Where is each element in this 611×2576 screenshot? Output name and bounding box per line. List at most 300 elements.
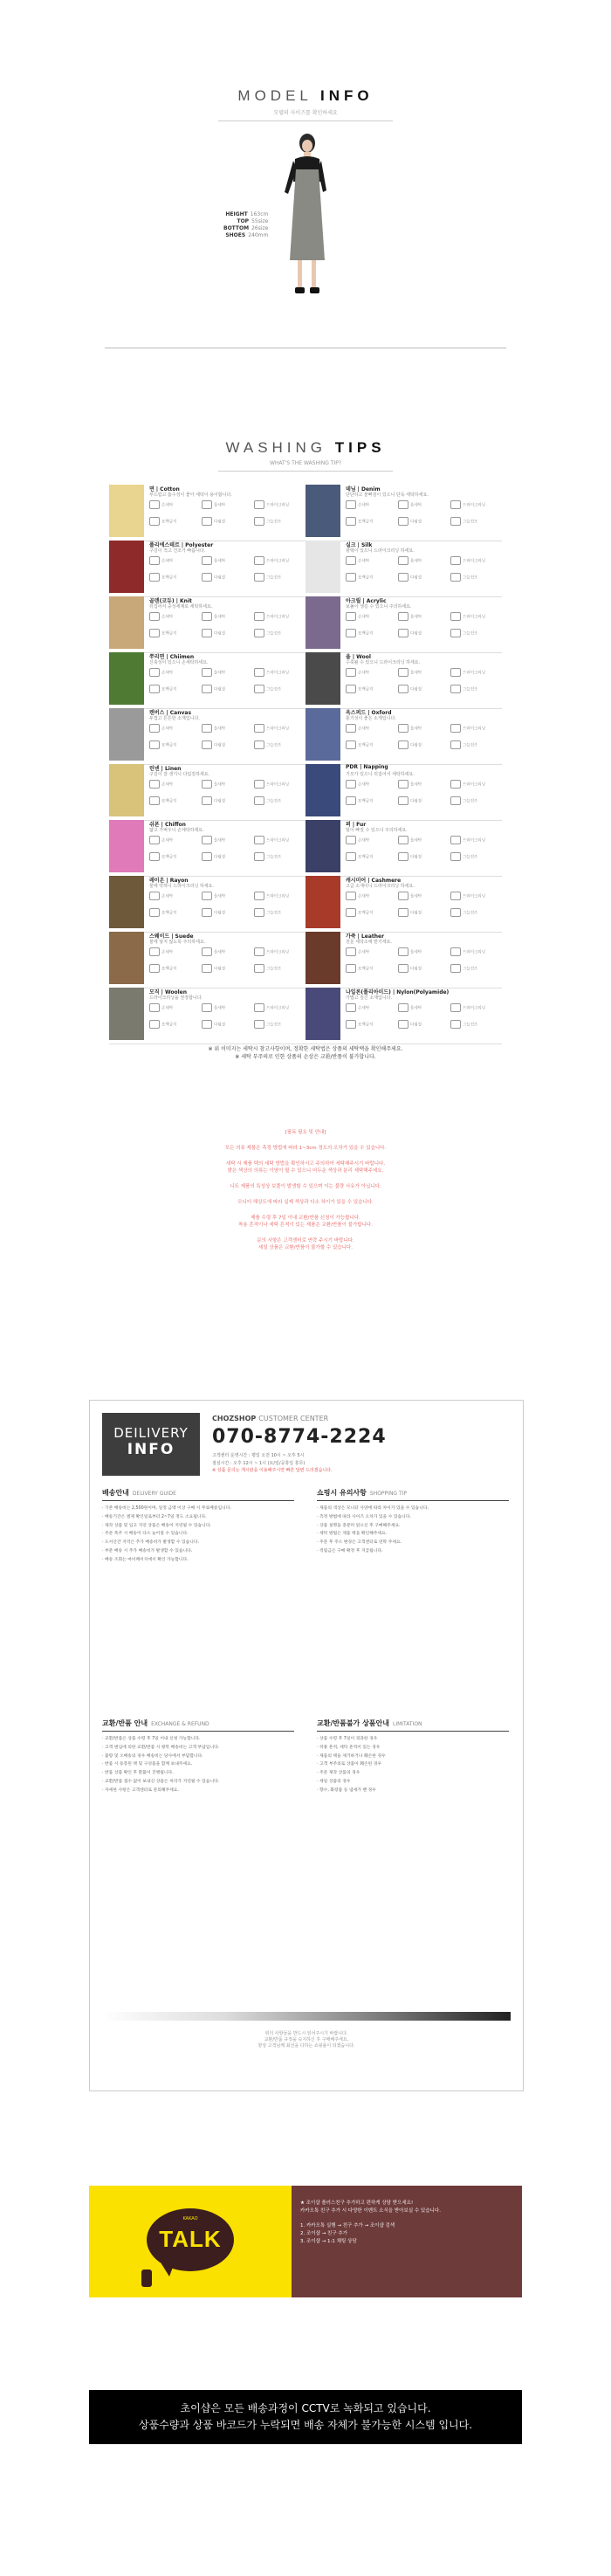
fabric-description: 단단하고 물빠짐이 있으니 단독 세탁하세요.	[346, 492, 429, 498]
wash-symbol-icon: 드라이크리닝	[254, 836, 306, 846]
model-photo	[271, 129, 340, 304]
fabric-item	[306, 988, 502, 1045]
wash-symbols	[149, 947, 306, 981]
fabric-name: 면 | Cotton	[149, 486, 180, 492]
wash-symbol-icon: 그늘건조	[450, 573, 503, 583]
model-stat-row: BOTTOM 26size	[223, 225, 269, 231]
wash-symbol-icon: 울세탁	[398, 612, 450, 623]
wash-symbol-icon: 다림질	[398, 573, 450, 583]
delivery-badge-line2: INFO	[127, 1441, 175, 1458]
cs-hours: 고객센터 운영시간 : 평일 오전 10시 ~ 오후 5시	[212, 1453, 305, 1458]
limitation-list	[317, 1736, 511, 1796]
wash-symbol-icon: 울세탁	[202, 668, 254, 678]
wash-symbols	[346, 892, 503, 925]
wash-symbols	[149, 780, 306, 813]
wash-symbol-icon: 울세탁	[398, 668, 450, 678]
notice-line: 세탁 시 제품 택의 세탁 방법을 확인하시고 주의하여 세탁해주시기 바랍니다.	[225, 1161, 386, 1167]
wash-symbol-icon: 드라이크리닝	[450, 668, 503, 678]
wash-symbol-icon: 울세탁	[202, 500, 254, 511]
fabric-swatch	[109, 708, 144, 761]
fabric-description: 두껍고 튼튼한 소재입니다.	[149, 716, 200, 721]
cs-notice: ※ 상품 문의는 게시판을 이용해주시면 빠른 답변 드리겠습니다.	[212, 1468, 333, 1473]
divider	[102, 1500, 294, 1501]
kakao-line	[300, 2215, 441, 2222]
wash-symbol-icon: 드라이크리닝	[450, 612, 503, 623]
wash-symbol-icon: 그늘건조	[254, 1020, 306, 1030]
fabric-name: 폴리에스테르 | Polyester	[149, 542, 214, 548]
list-item: · 도서산간 지역은 추가 배송비가 발생할 수 있습니다.	[102, 1540, 200, 1546]
wash-symbol-icon: 다림질	[202, 1020, 254, 1030]
wash-symbol-icon: 다림질	[398, 796, 450, 807]
fabric-swatch	[109, 988, 144, 1040]
wash-symbol-icon: 표백금지	[149, 740, 202, 751]
kakao-line: 3. 조이샵 → 1:1 채팅 상담	[300, 2239, 357, 2244]
wash-symbol-icon: 드라이크리닝	[450, 500, 503, 511]
fabric-swatch	[306, 485, 340, 537]
wash-symbol-icon: 드라이크리닝	[450, 556, 503, 567]
wash-symbol-icon: 표백금지	[346, 517, 398, 527]
phone-icon	[141, 2269, 152, 2287]
wash-symbol-icon: 표백금지	[346, 685, 398, 695]
model-stat-row: HEIGHT 163cm	[225, 211, 269, 217]
wash-symbol-icon: 다림질	[398, 908, 450, 919]
notice-block	[0, 1129, 611, 1251]
wash-symbol-icon: 울세탁	[202, 1003, 254, 1014]
fabric-swatch	[306, 652, 340, 705]
wash-symbols	[346, 1003, 503, 1037]
wash-symbol-icon: 표백금지	[346, 964, 398, 975]
notice-line: 니트 제품의 특성상 보풀이 발생할 수 있으며 이는 불량 사유가 아닙니다.	[230, 1184, 381, 1189]
fabric-description: 기모가 있으니 뒤집어서 세탁하세요.	[346, 772, 415, 777]
wash-symbol-icon: 그늘건조	[254, 629, 306, 639]
wash-symbols	[346, 836, 503, 869]
divider	[102, 1731, 294, 1732]
wash-symbols	[346, 724, 503, 757]
list-item: · 반품 시 동봉된 택 및 구성품을 함께 보내주세요.	[102, 1762, 193, 1767]
washing-tips-title	[0, 439, 611, 457]
divider	[218, 471, 393, 472]
fabric-item	[306, 932, 502, 989]
wash-symbol-icon: 손세탁	[149, 668, 202, 678]
list-item: · 상품 수령 후 7일이 경과한 경우	[317, 1737, 378, 1741]
model-stat-row: TOP 55size	[237, 218, 269, 224]
list-item: · 고객 부주의로 상품이 훼손된 경우	[317, 1762, 382, 1767]
list-item: · 교환/반품은 상품 수령 후 7일 이내 신청 가능합니다.	[102, 1737, 201, 1741]
wash-symbol-icon: 표백금지	[346, 1020, 398, 1030]
wash-symbol-icon: 손세탁	[346, 892, 398, 902]
fabric-item	[109, 764, 306, 822]
wash-symbol-icon: 다림질	[398, 852, 450, 863]
wash-symbol-icon: 표백금지	[346, 629, 398, 639]
fabric-item	[306, 820, 502, 878]
list-item: · 불량 및 오배송의 경우 배송비는 당사에서 부담합니다.	[102, 1753, 203, 1759]
wash-symbol-icon: 손세탁	[149, 612, 202, 623]
delivery-badge	[102, 1413, 200, 1476]
fabric-item	[109, 596, 306, 654]
notice-line	[0, 1190, 611, 1199]
list-item: · 상품 설명을 충분히 읽으신 후 구매해주세요.	[317, 1523, 401, 1528]
notice-line: 문의 사항은 고객센터로 연락 주시기 바랍니다.	[257, 1238, 354, 1243]
wash-symbol-icon: 다림질	[202, 908, 254, 919]
notice-line: 모니터 해상도에 따라 실제 색상과 다소 차이가 있을 수 있습니다.	[237, 1200, 374, 1205]
wash-symbols	[346, 947, 503, 981]
fabric-item	[306, 485, 502, 542]
wash-symbol-icon: 그늘건조	[450, 964, 503, 975]
wash-symbols	[149, 892, 306, 925]
fabric-item	[109, 876, 306, 933]
fabric-name: 퍼 | Fur	[346, 822, 367, 828]
fabric-name: 가죽 | Leather	[346, 933, 385, 940]
list-item: · 배송기간은 결제 확인일로부터 2~7일 정도 소요됩니다.	[102, 1514, 207, 1519]
fabric-item	[109, 820, 306, 878]
wash-symbols	[149, 500, 306, 534]
list-item: · 세일 상품의 경우	[317, 1779, 351, 1784]
notice-line	[0, 1152, 611, 1161]
washing-subtitle: WHAT'S THE WASHING TIP?	[269, 460, 342, 466]
list-item: · 교환/반품 접수 없이 보내신 상품은 처리가 지연될 수 있습니다.	[102, 1779, 220, 1784]
wash-symbol-icon: 울세탁	[398, 556, 450, 567]
fabric-description: 뒤집어서 중성세제로 세탁하세요.	[149, 604, 213, 610]
fabric-name: 스웨이드 | Suede	[149, 933, 194, 940]
fabric-item	[306, 652, 502, 710]
kakao-line: 1. 카카오톡 실행 → 친구 추가 → 조이샵 검색	[300, 2223, 395, 2228]
fabric-item	[109, 708, 306, 766]
wash-symbol-icon: 다림질	[202, 685, 254, 695]
wash-symbols	[346, 668, 503, 701]
model-info-title-bold: INFO	[319, 87, 374, 104]
fabric-item	[306, 708, 502, 766]
notice-line: 착용 흔적이나 세탁 흔적이 있는 제품은 교환/반품이 불가합니다.	[238, 1223, 373, 1228]
wash-symbol-icon: 손세탁	[149, 780, 202, 790]
washing-note	[0, 1045, 611, 1061]
wash-symbol-icon: 손세탁	[346, 500, 398, 511]
wash-symbols	[149, 612, 306, 645]
shopping-tip-list	[317, 1505, 511, 1557]
wash-symbol-icon: 표백금지	[149, 852, 202, 863]
speech-tail-icon	[161, 2263, 175, 2276]
wash-symbol-icon: 드라이크리닝	[254, 780, 306, 790]
wash-symbol-icon: 울세탁	[202, 556, 254, 567]
wash-symbol-icon: 울세탁	[398, 836, 450, 846]
wash-symbol-icon: 울세탁	[202, 836, 254, 846]
fabric-item	[306, 876, 502, 933]
fabric-description: 구김이 적고 건조가 빠릅니다.	[149, 548, 206, 554]
wash-symbol-icon: 손세탁	[149, 500, 202, 511]
wash-symbol-icon: 손세탁	[346, 724, 398, 734]
fabric-swatch	[306, 988, 340, 1040]
list-item: · 배송 조회는 마이페이지에서 확인 가능합니다.	[102, 1557, 189, 1562]
kakao-talk-logo	[147, 2208, 234, 2271]
fabric-item	[306, 541, 502, 598]
wash-symbol-icon: 그늘건조	[450, 740, 503, 751]
fabric-description: 얇고 가벼우니 손세탁하세요.	[149, 828, 204, 833]
wash-symbol-icon: 울세탁	[202, 780, 254, 790]
wash-symbol-icon: 다림질	[398, 964, 450, 975]
fabric-description: 통기성이 좋은 소재입니다.	[346, 716, 396, 721]
list-item: · 측정 방법에 따라 사이즈 오차가 있을 수 있습니다.	[317, 1514, 411, 1519]
notice-line	[0, 1206, 611, 1215]
wash-symbol-icon: 그늘건조	[450, 908, 503, 919]
wash-symbol-icon: 그늘건조	[450, 796, 503, 807]
wash-symbols	[346, 612, 503, 645]
fabric-description: 고급 소재이니 드라이크리닝 하세요.	[346, 884, 415, 889]
customer-center-label: CHOZSHOP CUSTOMER CENTER	[212, 1415, 329, 1422]
fabric-name: 캐시미어 | Cashmere	[346, 878, 402, 884]
customer-center-phone[interactable]: 070-8774-2224	[212, 1426, 387, 1448]
wash-symbol-icon: 다림질	[202, 964, 254, 975]
fabric-description: 구김이 잘 생기니 다림질하세요.	[149, 772, 210, 777]
wash-symbol-icon: 드라이크리닝	[450, 836, 503, 846]
fabric-swatch	[306, 708, 340, 761]
wash-symbol-icon: 그늘건조	[254, 517, 306, 527]
wash-symbol-icon: 표백금지	[149, 964, 202, 975]
fabric-item	[109, 652, 306, 710]
wash-symbol-icon: 다림질	[202, 852, 254, 863]
model-info-subtitle: 모델의 사이즈를 확인하세요	[273, 110, 338, 116]
kakao-line: ★ 조이샵 플러스친구 추가하고 편하게 상담 받으세요!	[300, 2201, 414, 2206]
fabric-description: 가볍고 질긴 소재입니다.	[346, 995, 393, 1001]
wash-symbol-icon: 울세탁	[398, 1003, 450, 1014]
list-item: · 기본 배송비는 2,500원이며, 일정 금액 이상 구매 시 무료배송입니다.	[102, 1506, 231, 1511]
wash-symbol-icon: 손세탁	[149, 724, 202, 734]
wash-symbols	[149, 556, 306, 589]
fabric-swatch	[306, 541, 340, 593]
wash-symbols	[149, 1003, 306, 1037]
wash-symbol-icon: 손세탁	[149, 892, 202, 902]
fabric-name: 실크 | Silk	[346, 542, 373, 548]
divider	[317, 1500, 509, 1501]
wash-symbols	[149, 836, 306, 869]
fabric-swatch	[306, 764, 340, 816]
fabric-swatch	[109, 932, 144, 984]
washing-title-bold: TIPS	[334, 439, 386, 456]
shopping-tip-heading: 쇼핑시 유의사항 SHOPPING TIP	[317, 1489, 408, 1497]
delivery-info-panel	[89, 1400, 524, 2091]
wash-symbol-icon: 손세탁	[346, 556, 398, 567]
list-item: · 향수, 화장품 등 냄새가 밴 경우	[317, 1787, 376, 1793]
fabric-item	[109, 485, 306, 542]
fabric-item	[306, 764, 502, 822]
wash-symbol-icon: 표백금지	[149, 629, 202, 639]
fabric-item	[109, 541, 306, 598]
wash-symbol-icon: 손세탁	[346, 836, 398, 846]
notice-line: 제품 수령 후 7일 이내 교환/반품 신청이 가능합니다.	[251, 1216, 360, 1221]
notice-line	[0, 1174, 611, 1183]
wash-symbol-icon: 울세탁	[398, 500, 450, 511]
delivery-badge-line1: DEILIVERY	[113, 1425, 189, 1441]
washing-title-light: WASHING	[225, 439, 327, 456]
wash-symbol-icon: 드라이크리닝	[450, 780, 503, 790]
model-stat-row: SHOES 240mm	[225, 232, 269, 238]
wash-symbol-icon: 울세탁	[202, 947, 254, 958]
kakao-talk-banner[interactable]	[89, 2186, 522, 2297]
wash-symbol-icon: 울세탁	[398, 724, 450, 734]
list-item: · 자세한 사항은 고객센터로 문의해주세요.	[102, 1787, 179, 1793]
notice-line	[0, 1229, 611, 1237]
wash-symbol-icon: 표백금지	[149, 796, 202, 807]
wash-symbols	[346, 556, 503, 589]
wash-symbol-icon: 울세탁	[398, 947, 450, 958]
wash-symbol-icon: 울세탁	[202, 612, 254, 623]
list-item: · 제품의 색상은 모니터 사양에 따라 차이가 있을 수 있습니다.	[317, 1506, 429, 1511]
kakao-instruction-list	[300, 2200, 441, 2246]
list-item: · 제품의 택을 제거하거나 훼손한 경우	[317, 1753, 386, 1759]
wash-symbol-icon: 드라이크리닝	[254, 892, 306, 902]
list-item: · 적립금은 구매 확정 후 지급됩니다.	[317, 1548, 383, 1553]
fabric-name: 나일론(폴리아미드) | Nylon(Polyamide)	[346, 989, 450, 995]
wash-symbol-icon: 그늘건조	[254, 685, 306, 695]
wash-symbol-icon: 표백금지	[346, 573, 398, 583]
wash-symbol-icon: 다림질	[202, 573, 254, 583]
washing-note-line: ※ 위 이미지는 세탁시 참고사항이며, 정확한 세탁법은 상품의 세탁택을 확인해주세요.	[208, 1046, 403, 1052]
fabric-description: 물에 닿지 않도록 주의하세요.	[149, 940, 206, 945]
fabric-name: 레이온 | Rayon	[149, 878, 189, 884]
list-item: · 제작 상품 및 입고 지연 상품은 배송이 지연될 수 있습니다.	[102, 1523, 211, 1528]
fabric-name: 쉬폰 | Chiffon	[149, 822, 186, 828]
cctv-line: 상품수량과 상품 바코드가 누락되면 배송 자체가 불가능한 시스템 입니다.	[138, 2419, 473, 2431]
wash-symbol-icon: 손세탁	[346, 947, 398, 958]
wash-symbol-icon: 표백금지	[149, 908, 202, 919]
fabric-description: 드라이크리닝을 권장합니다.	[149, 995, 203, 1001]
wash-symbol-icon: 손세탁	[149, 1003, 202, 1014]
kakao-line: 2. 조이샵 → 친구 추가	[300, 2231, 348, 2236]
notice-line: 세일 상품은 교환/반품이 불가할 수 있습니다.	[258, 1245, 353, 1250]
list-item: · 착용 흔적, 세탁 흔적이 있는 경우	[317, 1745, 381, 1750]
wash-symbol-icon: 드라이크리닝	[254, 1003, 306, 1014]
fabric-swatch	[306, 932, 340, 984]
fabric-name: 울 | Wool	[346, 654, 371, 660]
wash-symbol-icon: 표백금지	[346, 740, 398, 751]
notice-line	[0, 1136, 611, 1145]
wash-symbol-icon: 그늘건조	[450, 852, 503, 863]
wash-symbol-icon: 드라이크리닝	[450, 724, 503, 734]
fabric-swatch	[109, 876, 144, 928]
wash-symbol-icon: 손세탁	[149, 556, 202, 567]
wash-symbol-icon: 드라이크리닝	[254, 500, 306, 511]
wash-symbol-icon: 드라이크리닝	[254, 668, 306, 678]
gradient-bar	[102, 2012, 511, 2021]
fabric-description: 부드럽고 흡수성이 좋아 세탁이 용이합니다.	[149, 492, 232, 498]
wash-symbol-icon: 손세탁	[149, 947, 202, 958]
kakao-talk-label: TALK	[159, 2226, 222, 2252]
model-stats	[223, 211, 268, 239]
wash-symbol-icon: 울세탁	[202, 892, 254, 902]
fabric-swatch	[109, 820, 144, 872]
fabric-description: 광택이 있으니 드라이크리닝 하세요.	[346, 548, 415, 554]
fabric-swatch	[306, 876, 340, 928]
divider	[306, 1043, 502, 1044]
model-info-title	[0, 87, 611, 105]
wash-symbol-icon: 그늘건조	[254, 740, 306, 751]
wash-symbol-icon: 다림질	[202, 796, 254, 807]
wash-symbol-icon: 울세탁	[202, 724, 254, 734]
fabric-name: 모직 | Woolen	[149, 989, 188, 995]
fabric-name: 쭈리면 | Chiimen	[149, 654, 195, 660]
wash-symbol-icon: 울세탁	[398, 892, 450, 902]
wash-symbol-icon: 그늘건조	[450, 629, 503, 639]
delivery-footer: 위의 사항들을 반드시 읽어주시기 바랍니다. 교환/반품 규정을 숙지하신 후 구매해주세요. 항상 고객님께 최선을 다하는 쇼핑몰이 되겠습니다.	[257, 2031, 355, 2049]
list-item: · 주문 후 주소 변경은 고객센터로 연락 주세요.	[317, 1540, 402, 1546]
wash-symbol-icon: 그늘건조	[254, 796, 306, 807]
fabric-swatch	[306, 596, 340, 649]
washing-note-line: ※ 세탁 부주의로 인한 상품의 손상은 교환/반품이 불가합니다.	[235, 1054, 376, 1060]
notice-line: 모든 의류 제품은 측정 방법에 따라 1~3cm 정도의 오차가 있을 수 있습니다.	[224, 1146, 387, 1151]
wash-symbol-icon: 드라이크리닝	[254, 556, 306, 567]
wash-symbol-icon: 다림질	[398, 740, 450, 751]
wash-symbol-icon: 다림질	[398, 629, 450, 639]
fabric-swatch	[109, 652, 144, 705]
fabric-item	[109, 932, 306, 989]
wash-symbol-icon: 손세탁	[346, 780, 398, 790]
fabric-name: 아크릴 | Acrylic	[346, 598, 387, 604]
delivery-guide-heading: 배송안내 DELIVERY GUIDE	[102, 1489, 176, 1497]
divider	[317, 1731, 509, 1732]
kakao-small-label: KAKAO	[182, 2216, 198, 2221]
wash-symbol-icon: 그늘건조	[450, 1020, 503, 1030]
wash-symbol-icon: 다림질	[398, 517, 450, 527]
cctv-line: 초이샵은 모든 배송과정이 CCTV로 녹화되고 있습니다.	[180, 2402, 431, 2414]
wash-symbol-icon: 드라이크리닝	[254, 947, 306, 958]
wash-symbol-icon: 손세탁	[346, 668, 398, 678]
wash-symbol-icon: 드라이크리닝	[254, 612, 306, 623]
wash-symbol-icon: 드라이크리닝	[450, 947, 503, 958]
fabric-description: 털이 빠질 수 있으니 주의하세요.	[346, 828, 408, 833]
wash-symbols	[346, 780, 503, 813]
fabric-name: 캔버스 | Canvas	[149, 710, 192, 716]
fabric-description: 물에 약하니 드라이크리닝 하세요.	[149, 884, 214, 889]
model-info-section	[0, 0, 611, 367]
cs-lunch: 점심시간 : 오후 12시 ~ 1시 (토/일/공휴일 휴무)	[212, 1461, 306, 1466]
fabric-name: 린넨 | Linen	[149, 766, 182, 772]
notice-line: [필독 필요 및 안내]	[285, 1130, 326, 1135]
limitation-heading: 교환/반품불가 상품안내 LIMITATION	[317, 1719, 422, 1727]
fabric-swatch	[109, 596, 144, 649]
wash-symbol-icon: 표백금지	[149, 573, 202, 583]
kakao-line: 카카오톡 친구 추가 시 다양한 이벤트 소식을 받아보실 수 있습니다.	[300, 2208, 441, 2214]
list-item: · 반품 상품 확인 후 환불이 진행됩니다.	[102, 1771, 174, 1776]
wash-symbol-icon: 다림질	[398, 1020, 450, 1030]
fabric-name: PDR | Napping	[346, 764, 388, 770]
wash-symbol-icon: 표백금지	[149, 685, 202, 695]
delivery-guide-list	[102, 1505, 296, 1566]
wash-symbols	[149, 668, 306, 701]
wash-symbols	[346, 500, 503, 534]
list-item: · 세탁 방법은 제품 택을 확인해주세요.	[317, 1532, 388, 1537]
wash-symbol-icon: 드라이크리닝	[450, 1003, 503, 1014]
fabric-swatch	[109, 541, 144, 593]
exchange-heading: 교환/반품 안내 EXCHANGE & REFUND	[102, 1719, 209, 1727]
wash-symbol-icon: 드라이크리닝	[254, 724, 306, 734]
list-item: · 고객 변심에 의한 교환/반품 시 왕복 배송비는 고객 부담입니다.	[102, 1745, 220, 1750]
wash-symbols	[149, 724, 306, 757]
wash-symbol-icon: 다림질	[202, 517, 254, 527]
fabric-description: 보풀이 생길 수 있으니 주의하세요.	[346, 604, 412, 610]
fabric-description: 수축될 수 있으니 드라이크리닝 하세요.	[346, 660, 421, 665]
wash-symbol-icon: 표백금지	[149, 1020, 202, 1030]
fabric-description: 신축성이 있으니 손세탁하세요.	[149, 660, 209, 665]
fabric-name: 데님 | Denim	[346, 486, 381, 492]
divider	[109, 1043, 306, 1044]
exchange-list	[102, 1736, 296, 1796]
cctv-notice	[89, 2390, 522, 2444]
wash-symbol-icon: 그늘건조	[254, 573, 306, 583]
fabric-description: 전문 세탁소에 맡기세요.	[346, 940, 393, 945]
fabric-swatch	[306, 820, 340, 872]
wash-symbol-icon: 표백금지	[346, 796, 398, 807]
kakao-instructions	[292, 2186, 522, 2297]
wash-symbol-icon: 그늘건조	[254, 908, 306, 919]
wash-symbol-icon: 손세탁	[149, 836, 202, 846]
